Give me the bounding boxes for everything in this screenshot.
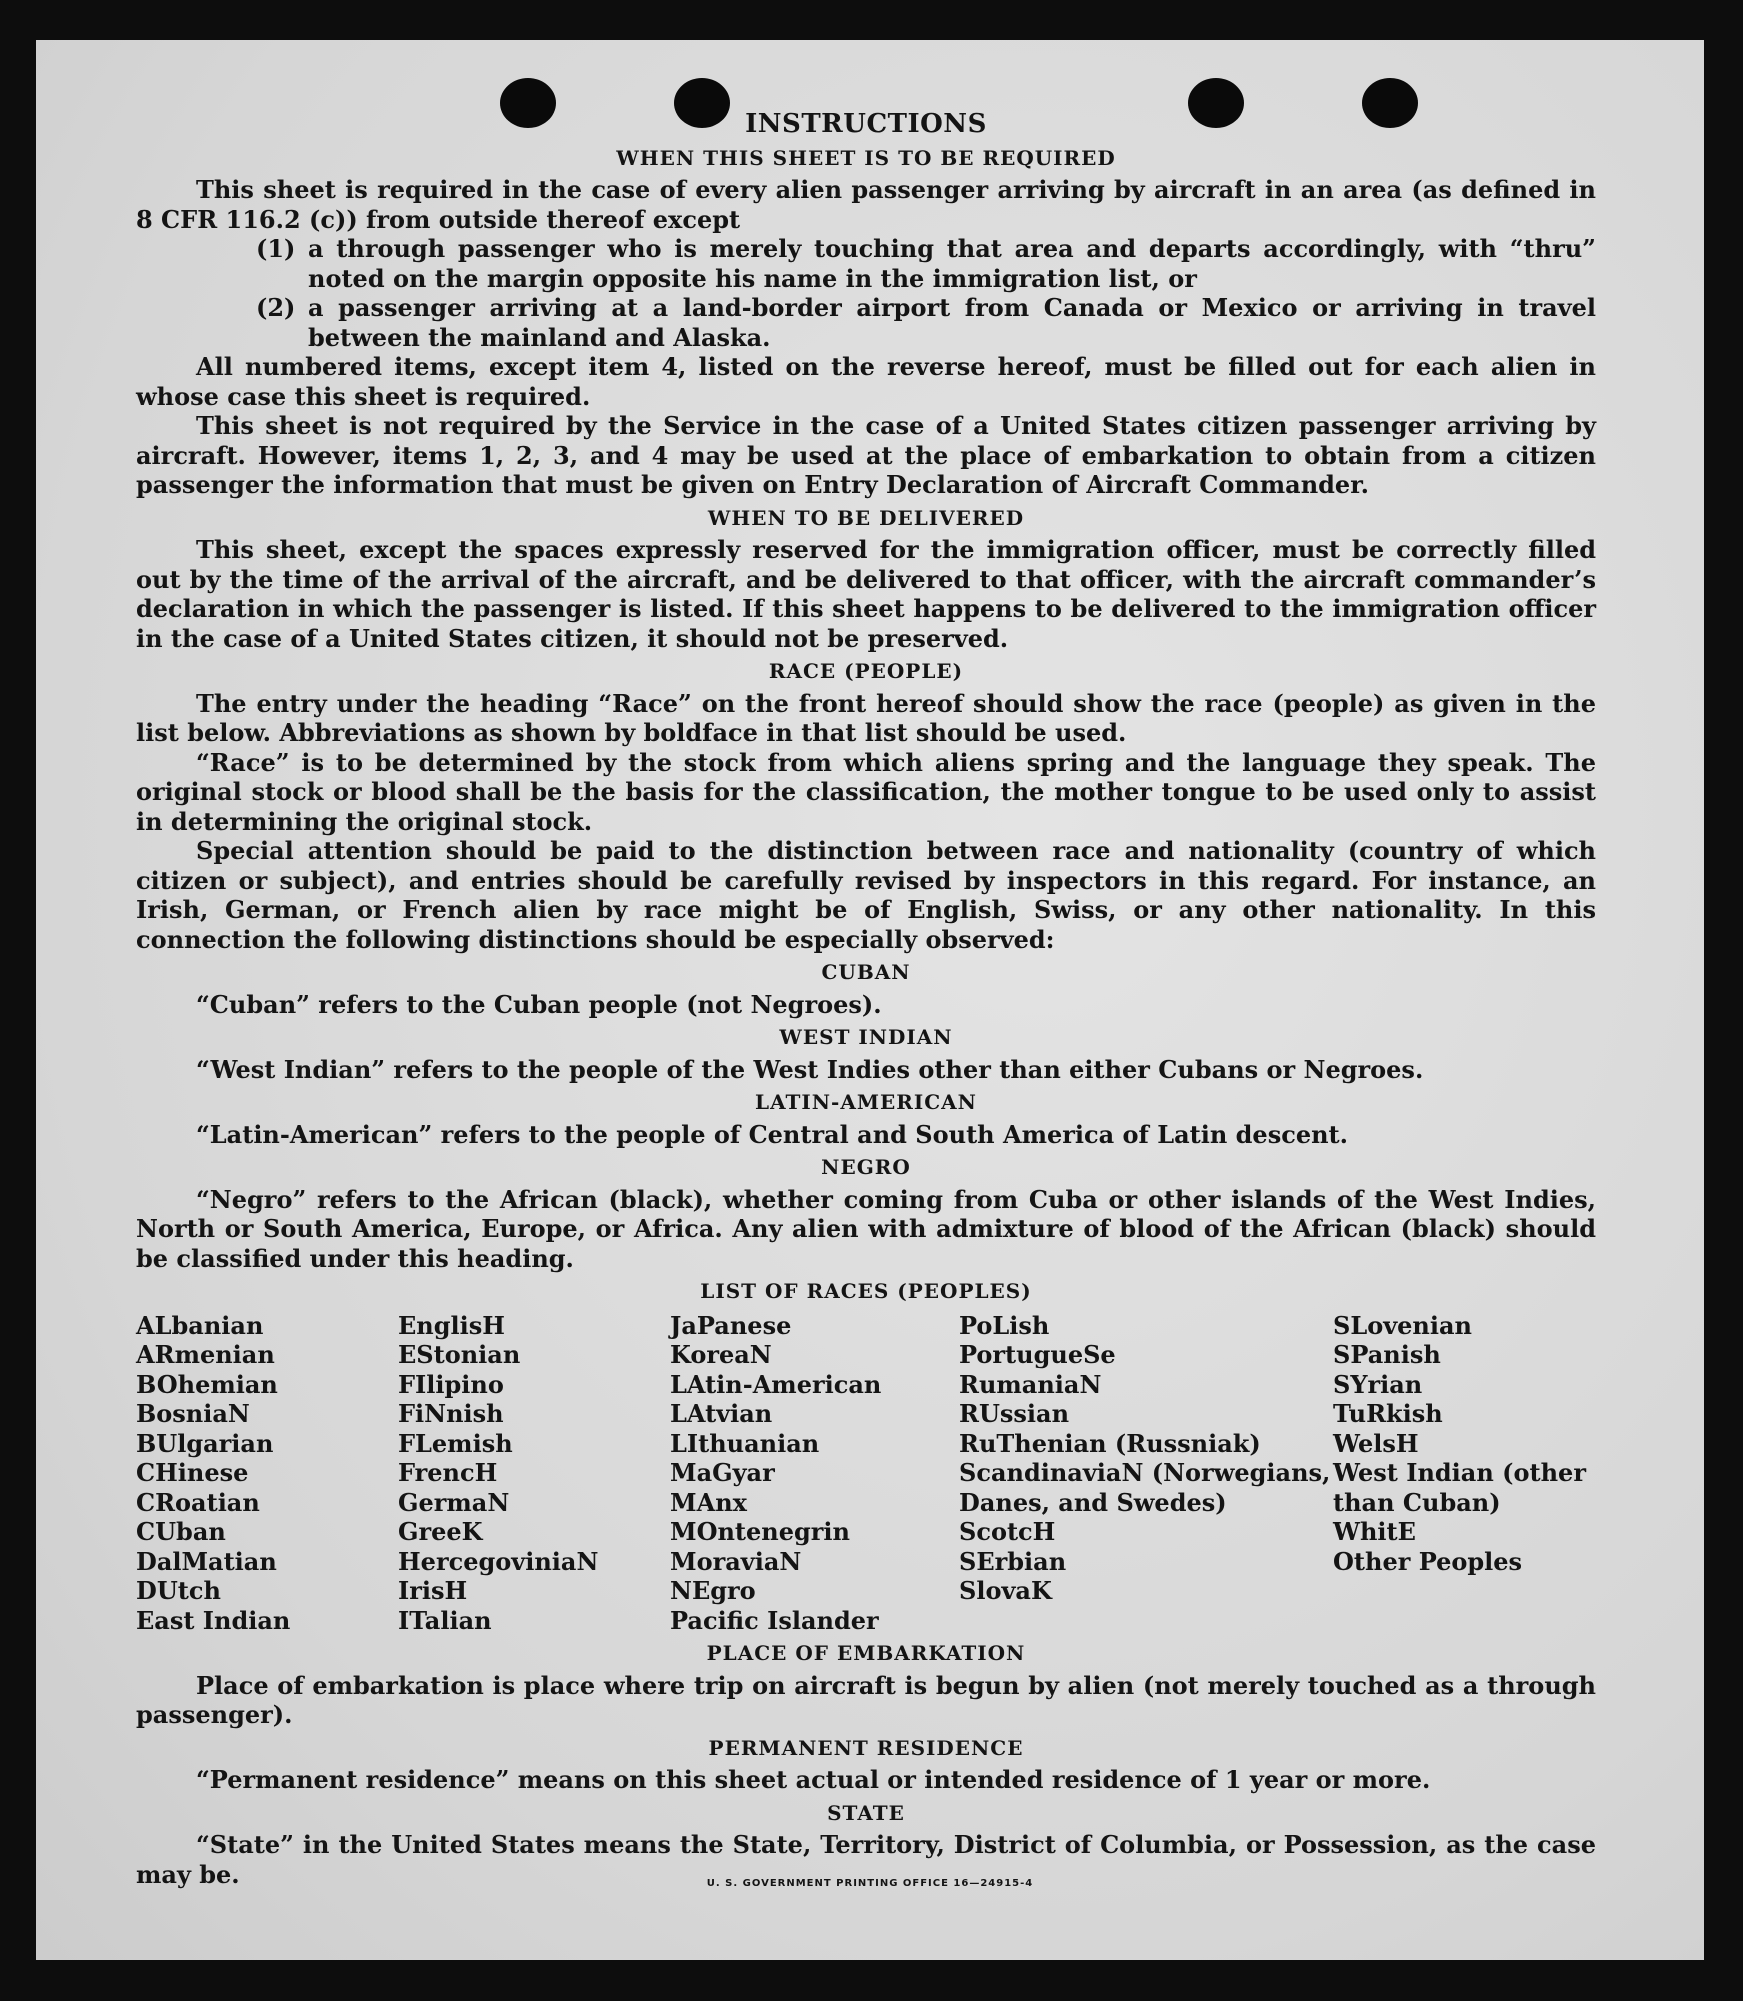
race-entry: RuThenian (Russniak)	[959, 1428, 1261, 1458]
race-entry: GreeK	[398, 1517, 483, 1546]
race-entry: West Indian (other than Cuban)	[1333, 1458, 1586, 1517]
race-entry: Other Peoples	[1333, 1546, 1523, 1576]
race-entry: Pacific Islander	[670, 1605, 879, 1635]
race-entry: LIthuanian	[670, 1428, 820, 1458]
race-entry: FiNnish	[398, 1399, 504, 1428]
race-entry: BosniaN	[136, 1399, 250, 1428]
race-entry: FrencH	[398, 1458, 498, 1487]
race-entry: MOntenegrin	[670, 1517, 850, 1546]
races-column	[959, 1311, 1333, 1636]
races-column	[670, 1311, 959, 1636]
section-heading-race: RACE (PEOPLE)	[768, 659, 964, 683]
races-list	[136, 1311, 1596, 1636]
race-entry: KoreaN	[670, 1340, 772, 1369]
paragraph: Place of embarkation is place where trip on aircraft is begun by alien (not merely touched as a through passenger).	[136, 1670, 1596, 1729]
race-entry: BOhemian	[136, 1369, 278, 1399]
paragraph: This sheet, except the spaces expressly reserved for the immigration officer, must be correctly filled out by the time of the arrival of the aircraft, and be delivered to that officer, with the aircraft commander’s declaration in which the passenger is listed. If this sheet happens to be delivered to the immigration officer in the case of a United States citizen, it should not be preserved.	[136, 535, 1596, 653]
race-entry: ScotcH	[959, 1517, 1056, 1546]
race-entry: SPanish	[1333, 1340, 1441, 1369]
race-entry: RumaniaN	[959, 1369, 1102, 1399]
paragraph: “Race” is to be determined by the stock from which aliens spring and the language they speak. The original stock or blood shall be the basis for the classification, the mother tongue to be used only to assist in determining the original stock.	[136, 747, 1596, 836]
race-entry: WhitE	[1333, 1517, 1416, 1546]
race-entry: ARmenian	[136, 1340, 275, 1369]
race-entry: IrisH	[398, 1576, 468, 1605]
paragraph: “West Indian” refers to the people of the West Indies other than either Cubans or Negroes.	[196, 1054, 1424, 1084]
section-heading-cuban: CUBAN	[821, 960, 911, 984]
race-entry: HercegoviniaN	[398, 1546, 599, 1576]
paragraph: This sheet is required in the case of every alien passenger arriving by aircraft in an area (as defined in 8 CFR 116.2 (c)) from outside thereof except	[136, 175, 1596, 234]
race-entry: WelsH	[1333, 1428, 1419, 1458]
race-entry: FLemish	[398, 1428, 513, 1458]
race-entry: SlovaK	[959, 1576, 1052, 1605]
race-entry: JaPanese	[670, 1310, 792, 1340]
section-heading-residence: PERMANENT RESIDENCE	[708, 1735, 1024, 1760]
list-item	[256, 293, 1596, 352]
race-entry: MoraviaN	[670, 1546, 802, 1576]
paragraph: “Latin-American” refers to the people of Central and South America of Latin descent.	[196, 1119, 1348, 1149]
race-entry: PoLish	[959, 1310, 1050, 1340]
item-text: a through passenger who is merely touching that area and departs accordingly, with “thru” noted on the margin opposite his name in the immigration list, or	[308, 234, 1596, 293]
item-number: (1)	[256, 234, 296, 263]
race-entry: MAnx	[670, 1487, 747, 1517]
printer-imprint: U. S. GOVERNMENT PRINTING OFFICE 16—24915-4	[706, 1878, 1034, 1889]
race-entry: BUlgarian	[136, 1428, 274, 1458]
race-entry: EStonian	[398, 1340, 521, 1369]
race-entry: LAtin-American	[670, 1369, 882, 1399]
paragraph: The entry under the heading “Race” on the front hereof should show the race (people) as given in the list below. Abbreviations as shown by boldface in that list should be used.	[136, 688, 1596, 747]
paragraph: Special attention should be paid to the distinction between race and nationality (country of which citizen or subject), and entries should be carefully revised by inspectors in this regard. For instance, an Irish, German, or French alien by race might be of English, Swiss, or any other nationality. In this connection the following distinctions should be especially observed:	[136, 836, 1596, 954]
item-text: a passenger arriving at a land-border airport from Canada or Mexico or arriving in travel between the mainland and Alaska.	[308, 293, 1596, 352]
race-entry: LAtvian	[670, 1399, 773, 1428]
paragraph: This sheet is not required by the Service in the case of a United States citizen passenger arriving by aircraft. However, items 1, 2, 3, and 4 may be used at the place of embarkation to obtain from a citizen passenger the information that must be given on Entry Declaration of Aircraft Commander.	[136, 411, 1596, 499]
race-entry: SYrian	[1333, 1369, 1423, 1399]
race-entry: MaGyar	[670, 1458, 775, 1487]
paragraph: “Cuban” refers to the Cuban people (not Negroes).	[196, 989, 882, 1019]
section-heading-races-list: LIST OF RACES (PEOPLES)	[700, 1279, 1032, 1303]
document-page	[36, 40, 1704, 1960]
race-entry: DUtch	[136, 1576, 221, 1605]
page-title: INSTRUCTIONS	[745, 109, 987, 139]
race-entry: DalMatian	[136, 1546, 277, 1576]
section-heading-negro: NEGRO	[821, 1155, 911, 1179]
paragraph: “State” in the United States means the State, Territory, District of Columbia, or Possession, as the case may be.	[136, 1830, 1596, 1889]
section-heading-latin-american: LATIN-AMERICAN	[755, 1090, 977, 1114]
section-heading-required: WHEN THIS SHEET IS TO BE REQUIRED	[616, 145, 1116, 170]
race-entry: SErbian	[959, 1546, 1067, 1576]
race-entry: ALbanian	[136, 1310, 264, 1340]
section-heading-delivered: WHEN TO BE DELIVERED	[707, 505, 1025, 530]
race-entry: FIlipino	[398, 1369, 504, 1399]
races-column	[1333, 1311, 1596, 1636]
item-number: (2)	[256, 293, 296, 322]
race-entry: SLovenian	[1333, 1310, 1472, 1340]
paragraph: All numbered items, except item 4, listed on the reverse hereof, must be filled out for each alien in whose case this sheet is required.	[136, 352, 1596, 411]
paragraph: “Negro” refers to the African (black), whether coming from Cuba or other islands of the West Indies, North or South America, Europe, or Africa. Any alien with admixture of blood of the African (black) should be classified under this heading.	[136, 1184, 1596, 1273]
race-entry: EnglisH	[398, 1310, 505, 1340]
races-column	[136, 1311, 398, 1636]
races-column	[398, 1311, 670, 1636]
race-entry: CRoatian	[136, 1487, 260, 1517]
race-entry: NEgro	[670, 1576, 756, 1605]
race-entry: GermaN	[398, 1487, 510, 1517]
section-heading-embarkation: PLACE OF EMBARKATION	[706, 1641, 1026, 1665]
section-heading-state: STATE	[827, 1800, 905, 1825]
race-entry: East Indian	[136, 1605, 291, 1635]
race-entry: CHinese	[136, 1458, 249, 1487]
race-entry: ScandinaviaN (Norwegians, Danes, and Swedes)	[959, 1458, 1331, 1517]
list-item	[256, 234, 1596, 293]
race-entry: RUssian	[959, 1399, 1070, 1428]
race-entry: ITalian	[398, 1605, 492, 1635]
race-entry: TuRkish	[1333, 1399, 1443, 1428]
section-heading-west-indian: WEST INDIAN	[779, 1025, 953, 1049]
race-entry: CUban	[136, 1517, 226, 1546]
paragraph: “Permanent residence” means on this sheet actual or intended residence of 1 year or more.	[196, 1765, 1431, 1794]
race-entry: PortugueSe	[959, 1340, 1116, 1369]
instructions-body	[136, 110, 1596, 1889]
